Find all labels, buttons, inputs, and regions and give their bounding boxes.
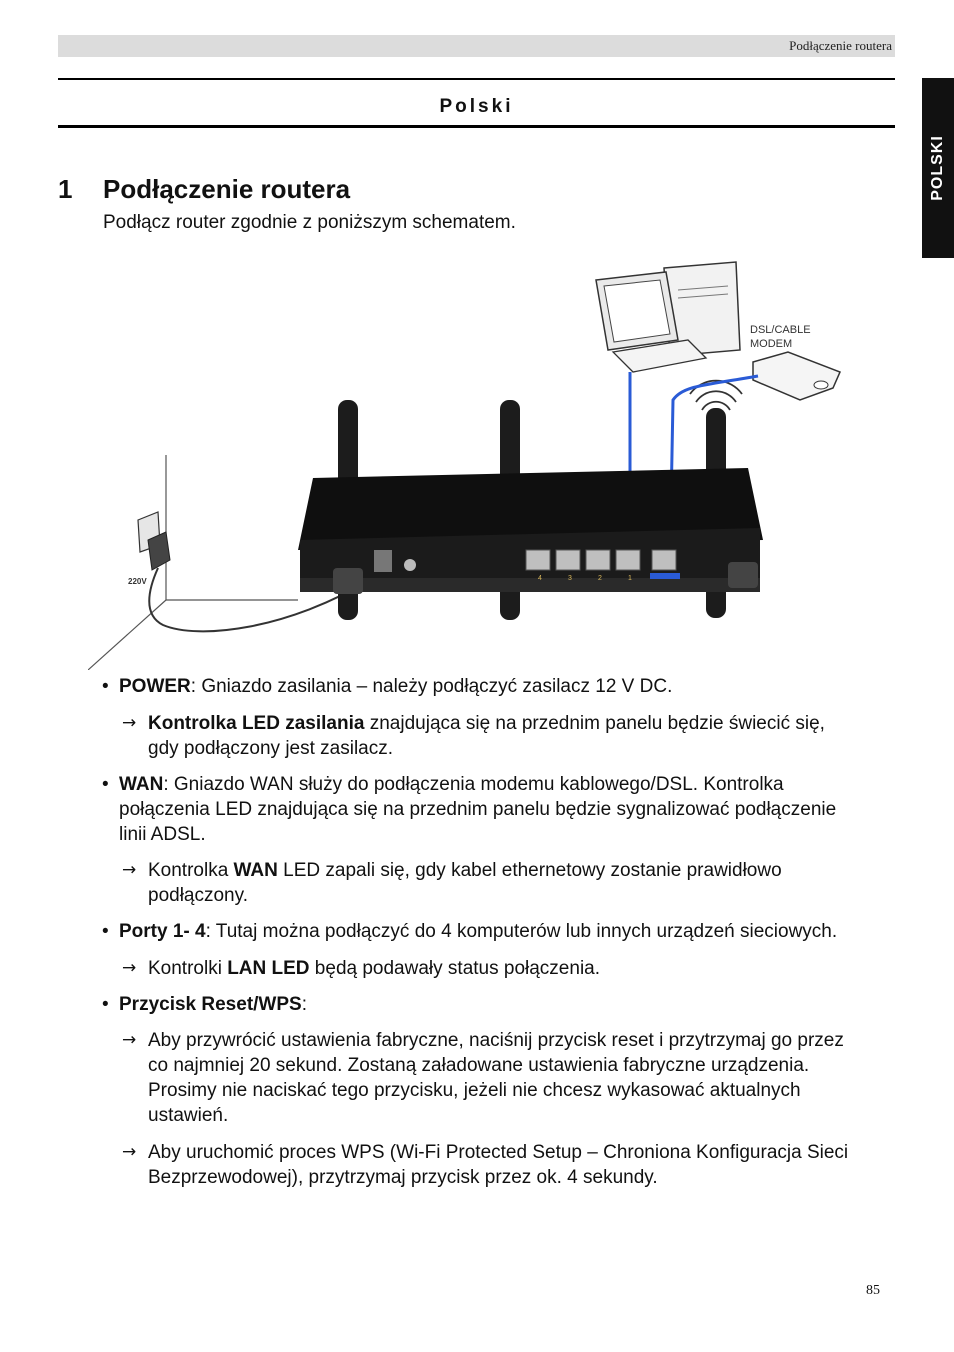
section-title: Podłączenie routera <box>103 174 351 204</box>
port-number-4: 4 <box>538 575 542 582</box>
router-icon <box>298 468 763 594</box>
modem-label-line2: MODEM <box>750 338 793 350</box>
section-number: 1 <box>58 174 73 204</box>
modem-label-line1: DSL/CABLE <box>750 324 811 336</box>
wall-corner <box>88 455 298 670</box>
running-header <box>58 35 895 57</box>
heading-rule <box>58 125 895 128</box>
wan-port <box>652 550 676 570</box>
running-header-title: Podłączenie routera <box>789 38 892 53</box>
arrow-icon: → <box>122 1030 137 1050</box>
subitem-text: podłączony. <box>148 885 248 906</box>
arrow-icon: → <box>122 958 137 978</box>
list-item-text: Porty 1- 4: Tutaj można podłączyć do 4 komputerów lub innych urządzeń sieciowych. <box>119 921 838 942</box>
bullet-mark: • <box>102 921 109 942</box>
subitem-text: Aby przywrócić ustawienia fabryczne, naciśnij przycisk reset i przytrzymaj go przez <box>148 1030 844 1051</box>
side-tab-label: POLSKI <box>929 135 946 201</box>
subitem-text: gdy podłączony jest zasilacz. <box>148 738 394 759</box>
bullet-mark: • <box>102 774 109 795</box>
list-item-text: WAN: Gniazdo WAN służy do podłączenia modemu kablowego/DSL. Kontrolka <box>119 774 784 795</box>
list-item-text: POWER: Gniazdo zasilania – należy podłączyć zasilacz 12 V DC. <box>119 676 673 697</box>
subitem-text: co najmniej 20 sekund. Zostaną załadowane ustawienia fabryczne urządzenia. <box>148 1055 810 1076</box>
arrow-icon: → <box>122 713 137 733</box>
port-number-2: 2 <box>598 575 602 582</box>
wan-port-marker <box>650 573 680 579</box>
subitem-text: Prosimy nie naciskać tego przycisku, jeżeli nie chcesz wykasować aktualnych <box>148 1080 801 1101</box>
list-item-text: połączenia LED znajdująca się na przednim panelu będzie sygnalizować podłączenie <box>119 799 837 820</box>
subitem-text: Aby uruchomić proces WPS (Wi-Fi Protected Setup – Chroniona Konfiguracja Sieci <box>148 1142 849 1163</box>
side-language-tab <box>922 78 954 258</box>
bullet-mark: • <box>102 676 109 697</box>
port-number-1: 1 <box>628 575 632 582</box>
modem-icon <box>753 352 840 400</box>
connection-diagram <box>88 240 848 670</box>
outlet-label: 220V <box>128 577 147 586</box>
bullet-mark: • <box>102 994 109 1015</box>
port-number-3: 3 <box>568 575 572 582</box>
top-rule <box>58 78 895 80</box>
subitem-text: ustawień. <box>148 1105 229 1126</box>
subitem-text: Kontrolka WAN LED zapali się, gdy kabel ethernetowy zostanie prawidłowo <box>148 860 782 881</box>
subitem-text: Kontrolki LAN LED będą podawały status połączenia. <box>148 958 601 979</box>
page-number: 85 <box>866 1283 880 1298</box>
arrow-icon: → <box>122 1142 137 1162</box>
list-item-text: Przycisk Reset/WPS: <box>119 994 307 1015</box>
section-intro: Podłącz router zgodnie z poniższym schematem. <box>103 212 516 233</box>
language-heading: Polski <box>439 96 514 117</box>
subitem-text: Bezprzewodowej), przytrzymaj przycisk przez ok. 4 sekundy. <box>148 1167 658 1188</box>
computer-icon <box>596 262 740 372</box>
subitem-text: Kontrolka LED zasilania znajdująca się na przednim panelu będzie świecić się, <box>148 713 825 734</box>
arrow-icon: → <box>122 860 137 880</box>
list-item-text: linii ADSL. <box>119 824 206 845</box>
